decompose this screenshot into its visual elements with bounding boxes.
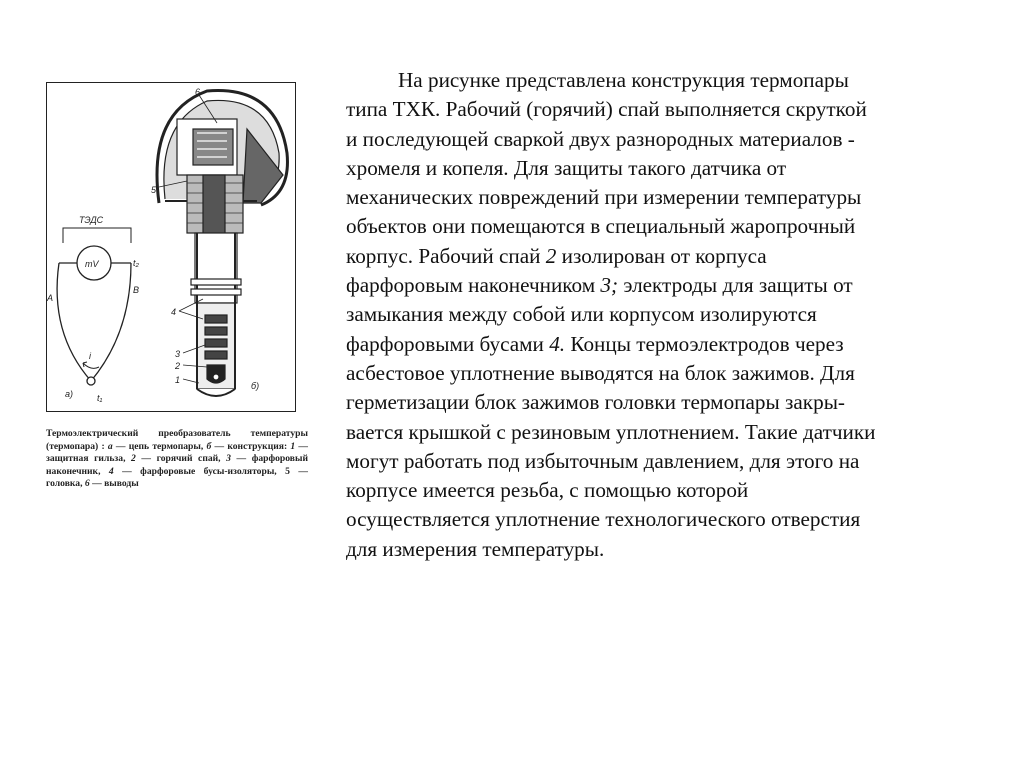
- text-line: осуществляется уплотнение технологического отверстия: [346, 507, 861, 532]
- subfig-a-label: а): [65, 389, 74, 399]
- text-line: фарфоровым наконечником 3; электроды для защиты от: [346, 273, 853, 298]
- circuit-diagram: [57, 228, 131, 385]
- text-line: замыкания между собой или корпусом изолируются: [346, 302, 817, 327]
- part-1-label: 1: [175, 375, 181, 385]
- text-line: типа ТХК. Рабочий (горячий) спай выполняется скруткой: [346, 97, 867, 122]
- text-line: вается крышкой с резиновым уплотнением. Такие датчики: [346, 419, 876, 444]
- text-line: корпусе имеется резьба, с помощью которой: [346, 478, 749, 503]
- thermocouple-figure: [46, 82, 296, 412]
- subfig-b-label: б): [251, 381, 260, 391]
- meter-label: mV: [85, 259, 99, 269]
- hot-junction: [213, 374, 219, 380]
- part-5-label: 5: [151, 185, 157, 195]
- text-line: герметизации блок зажимов головки термопары закры-: [346, 390, 845, 415]
- t2-label: t₂: [133, 258, 139, 268]
- terminal-block: [193, 129, 233, 165]
- part-4-label: 4: [171, 307, 177, 317]
- wire-a: [57, 263, 91, 381]
- part-2-label: 2: [175, 361, 181, 371]
- text-line: объектов они помещаются в специальный жаропрочный: [346, 214, 856, 239]
- part-3-label: 3: [175, 349, 181, 359]
- figure-caption: Термоэлектрический преобразователь температуры (термопара) : а — цепь термопары, б — конструкция: 1 — защитная гильза, 2 — горячий спай, 3 — фарфоровый наконечник, 4 — фарфоровые бусы-изоляторы, 5 — головка, 6 — выводы: [46, 428, 311, 490]
- body-paragraph: [346, 66, 990, 564]
- text-line: На рисунке представлена конструкция термопары: [398, 68, 849, 92]
- text-line: фарфоровыми бусами 4. Концы термоэлектродов через: [346, 331, 844, 356]
- wire-b: [91, 263, 131, 381]
- emf-label: ТЭДС: [79, 215, 104, 225]
- text-line: асбестовое уплотнение выводятся на блок зажимов. Для: [346, 360, 855, 385]
- text-line: корпус. Рабочий спай 2 изолирован от корпуса: [346, 243, 767, 268]
- part-6-label: 6: [195, 87, 201, 97]
- wire-b-label: B: [133, 285, 140, 295]
- current-label: i: [89, 351, 91, 361]
- thermocouple-drawing: [47, 83, 295, 411]
- text-line: хромеля и копеля. Для защиты такого датчика от: [346, 155, 787, 180]
- t1-label: t₁: [97, 393, 103, 403]
- text-line: могут работать под избыточным давлением, для этого на: [346, 448, 860, 473]
- wire-a-label: A: [47, 293, 54, 303]
- text-line: механических повреждений при измерении температуры: [346, 185, 862, 210]
- hot-junction-dot: [87, 377, 95, 385]
- text-line: и последующей сваркой двух разнородных материалов -: [346, 126, 855, 151]
- text-line: для измерения температуры.: [346, 536, 605, 561]
